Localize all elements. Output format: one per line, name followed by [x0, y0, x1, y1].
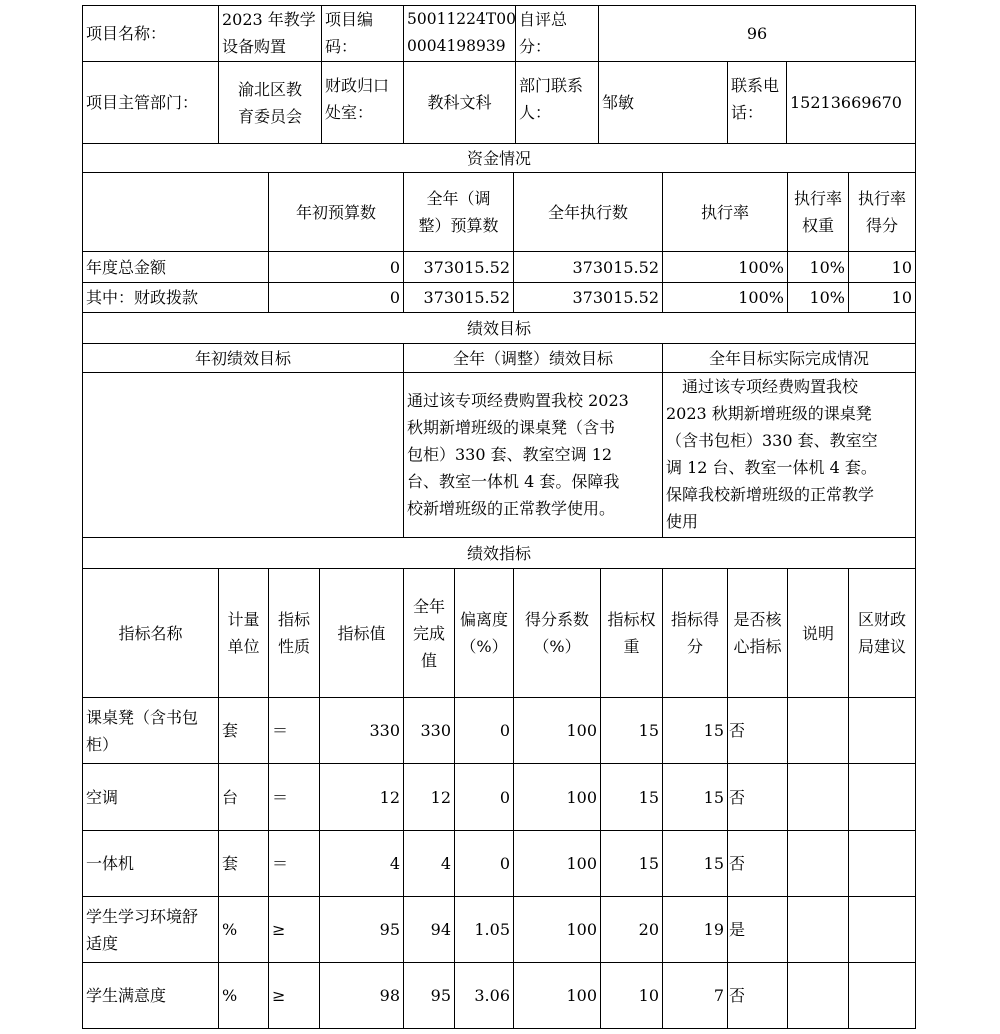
funds-row-label: 年度总金额	[86, 257, 167, 277]
indicator-actual: 12	[430, 787, 451, 807]
indicator-score: 19	[703, 920, 724, 939]
funds-cell: 10%	[809, 288, 845, 307]
indicator-deviation: 0	[499, 787, 510, 807]
indicator-core: 否	[729, 787, 746, 807]
indicator-note	[788, 831, 848, 896]
ind-header-core: 是否核 心指标	[733, 610, 782, 656]
funds-cell: 373015.52	[423, 288, 510, 307]
ind-header-name: 指标名称	[118, 623, 183, 643]
indicator-name: 课桌凳（含书包 柜）	[86, 707, 199, 754]
contact-person-value: 邹敏	[602, 93, 635, 112]
indicator-note	[788, 698, 848, 763]
indicator-nature: ＝	[272, 854, 289, 873]
indicator-unit: %	[222, 986, 238, 1005]
performance-self-evaluation-table	[82, 5, 916, 1029]
indicator-deviation: 0	[499, 721, 510, 740]
department-label: 项目主管部门：	[86, 93, 199, 112]
indicator-actual: 94	[430, 920, 451, 939]
indicator-name: 一体机	[86, 854, 135, 873]
goals-initial-text	[83, 373, 403, 537]
ind-header-score: 指标得 分	[670, 610, 719, 656]
indicator-weight: 10	[638, 986, 659, 1005]
indicator-unit: 套	[222, 854, 239, 873]
indicator-actual: 4	[440, 854, 451, 873]
indicator-advice	[849, 963, 915, 1028]
indicator-deviation: 3.06	[474, 986, 510, 1005]
indicator-nature: ≥	[272, 986, 286, 1005]
indicator-deviation: 1.05	[474, 920, 510, 939]
indicator-weight: 20	[638, 920, 659, 939]
indicator-target: 98	[379, 986, 400, 1005]
indicator-coef: 100	[566, 986, 597, 1005]
indicator-unit: 套	[222, 721, 239, 740]
indicator-advice	[849, 831, 915, 896]
ind-header-coef: 得分系数 （%）	[524, 610, 589, 656]
indicator-deviation: 0	[499, 854, 510, 873]
funds-cell: 10	[891, 288, 912, 307]
indicator-unit: 台	[222, 787, 239, 807]
funds-header-execution-rate: 执行率	[700, 202, 749, 222]
indicator-core: 否	[729, 986, 746, 1005]
indicator-target: 95	[379, 920, 400, 939]
funds-cell: 10%	[809, 257, 845, 277]
indicator-score: 15	[703, 787, 724, 807]
indicator-advice	[849, 764, 915, 830]
funds-cell: 373015.52	[572, 288, 659, 307]
self-score-label: 自评总 分：	[519, 10, 568, 56]
funds-header-rate-score: 执行率 得分	[857, 189, 906, 235]
indicator-coef: 100	[566, 787, 597, 807]
indicator-nature: ＝	[272, 721, 289, 740]
project-code-value: 50011224T00 0004198939	[407, 10, 516, 55]
indicator-coef: 100	[566, 854, 597, 873]
indicator-core: 否	[729, 854, 746, 873]
ind-header-note: 说明	[801, 623, 834, 643]
ind-header-advice: 区财政 局建议	[857, 610, 906, 656]
funds-cell: 0	[389, 288, 400, 307]
indicator-unit: %	[222, 920, 238, 939]
indicator-nature: ≥	[272, 920, 286, 939]
indicator-coef: 100	[566, 920, 597, 939]
indicator-weight: 15	[638, 854, 659, 873]
funds-cell: 10	[891, 257, 912, 277]
funds-header-rate-weight: 执行率 权重	[793, 189, 842, 235]
indicator-name: 空调	[86, 787, 119, 807]
funds-cell: 100%	[738, 288, 784, 307]
funds-header-initial-budget: 年初预算数	[295, 202, 376, 222]
contact-person-label: 部门联系 人：	[519, 76, 584, 122]
indicator-advice	[849, 698, 915, 763]
indicator-advice	[849, 897, 915, 962]
funds-cell: 373015.52	[423, 257, 510, 277]
indicator-name: 学生学习环境舒 适度	[86, 906, 199, 953]
goals-header-adjusted: 全年（调整）绩效目标	[452, 348, 613, 368]
funds-header-executed: 全年执行数	[547, 202, 628, 222]
indicator-score: 7	[713, 986, 724, 1005]
project-code-label: 项目编 码：	[325, 10, 374, 56]
goals-actual-text: 通过该专项经费购置我校 2023 秋期新增班级的课桌凳 （含书包柜）330 套、教室空 调 12 台、教室一体机 4 套。 保障我校新增班级的正常教学 使用	[666, 377, 878, 531]
indicator-nature: ＝	[272, 787, 289, 807]
goals-header-initial: 年初绩效目标	[194, 348, 291, 368]
indicator-core: 是	[729, 920, 746, 939]
self-score-value: 96	[746, 24, 768, 43]
goals-section-title: 绩效目标	[466, 318, 531, 338]
ind-header-actual: 全年 完成 值	[412, 596, 445, 670]
funds-cell: 373015.52	[572, 257, 659, 277]
indicator-note	[788, 963, 848, 1028]
funds-row-label: 其中：财政拨款	[86, 288, 199, 307]
indicator-name: 学生满意度	[86, 986, 167, 1005]
department-value: 渝北区教 育委员会	[237, 79, 302, 126]
funds-cell: 0	[389, 257, 400, 277]
indicator-actual: 330	[420, 721, 451, 740]
indicator-note	[788, 764, 848, 830]
indicator-score: 15	[703, 721, 724, 740]
indicators-section-title: 绩效指标	[466, 543, 531, 563]
indicator-note	[788, 897, 848, 962]
phone-value: 15213669670	[790, 93, 902, 112]
funds-cell: 100%	[738, 257, 784, 277]
ind-header-deviation: 偏离度 （%）	[459, 610, 508, 656]
goals-adjusted-text: 通过该专项经费购置我校 2023 秋期新增班级的课桌凳（含书 包柜）330 套、教室空调 12 台、教室一体机 4 套。保障我 校新增班级的正常教学使用。	[407, 391, 629, 518]
indicator-target: 4	[389, 854, 400, 873]
table-border-right	[915, 5, 916, 1029]
project-name-value: 2023 年教学 设备购置	[222, 10, 316, 56]
indicator-target: 330	[369, 721, 400, 740]
funds-section-title: 资金情况	[466, 148, 531, 168]
ind-header-unit: 计量 单位	[227, 610, 260, 656]
table-border-bottom	[82, 1028, 916, 1029]
goals-header-actual: 全年目标实际完成情况	[708, 348, 869, 368]
finance-office-label: 财政归口 处室：	[325, 76, 390, 122]
phone-label: 联系电 话：	[731, 76, 780, 122]
indicator-coef: 100	[566, 721, 597, 740]
indicator-core: 否	[729, 721, 746, 740]
ind-header-nature: 指标 性质	[277, 610, 310, 656]
ind-header-weight: 指标权 重	[607, 610, 656, 656]
finance-office-value: 教科文科	[427, 93, 492, 112]
project-name-label: 项目名称：	[86, 24, 167, 43]
indicator-actual: 95	[430, 986, 451, 1005]
indicator-target: 12	[379, 787, 400, 807]
funds-header-adjusted-budget: 全年（调 整）预算数	[418, 189, 499, 235]
indicator-score: 15	[703, 854, 724, 873]
ind-header-target: 指标值	[337, 623, 386, 643]
indicator-weight: 15	[638, 721, 659, 740]
indicator-weight: 15	[638, 787, 659, 807]
